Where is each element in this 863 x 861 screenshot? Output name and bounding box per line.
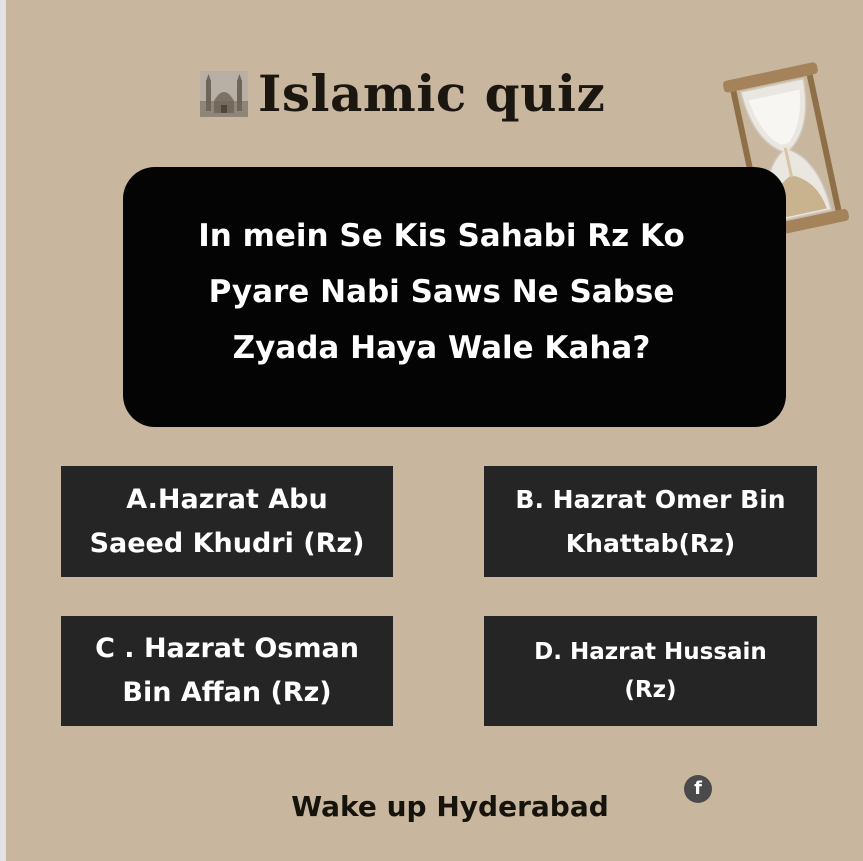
option-a-line: A.Hazrat Abu: [126, 483, 328, 515]
option-b-line: B. Hazrat Omer Bin: [515, 484, 786, 514]
question-card: [123, 167, 786, 427]
option-d-line: (Rz): [624, 677, 677, 703]
mosque-icon: [200, 71, 248, 117]
option-d-button[interactable]: [484, 616, 817, 726]
option-c-line: C . Hazrat Osman: [95, 633, 359, 664]
option-a-button[interactable]: [61, 466, 393, 577]
option-c-button[interactable]: [61, 616, 393, 726]
footer-brand: Wake up Hyderabad: [291, 790, 609, 823]
question-line: Pyare Nabi Saws Ne Sabse: [208, 274, 675, 310]
facebook-icon[interactable]: f: [684, 775, 712, 803]
question-line: In mein Se Kis Sahabi Rz Ko: [198, 218, 685, 254]
option-a-line: Saeed Khudri (Rz): [89, 527, 365, 559]
left-edge-strip: [0, 0, 6, 861]
question-line: Zyada Haya Wale Kaha?: [232, 330, 651, 366]
question-text: [157, 208, 726, 376]
page-title: Islamic quiz: [258, 64, 606, 123]
option-c-line: Bin Affan (Rz): [122, 677, 332, 708]
option-b-button[interactable]: [484, 466, 817, 577]
header: [200, 62, 605, 126]
option-b-line: Khattab(Rz): [565, 528, 736, 558]
option-d-line: D. Hazrat Hussain: [534, 639, 767, 665]
